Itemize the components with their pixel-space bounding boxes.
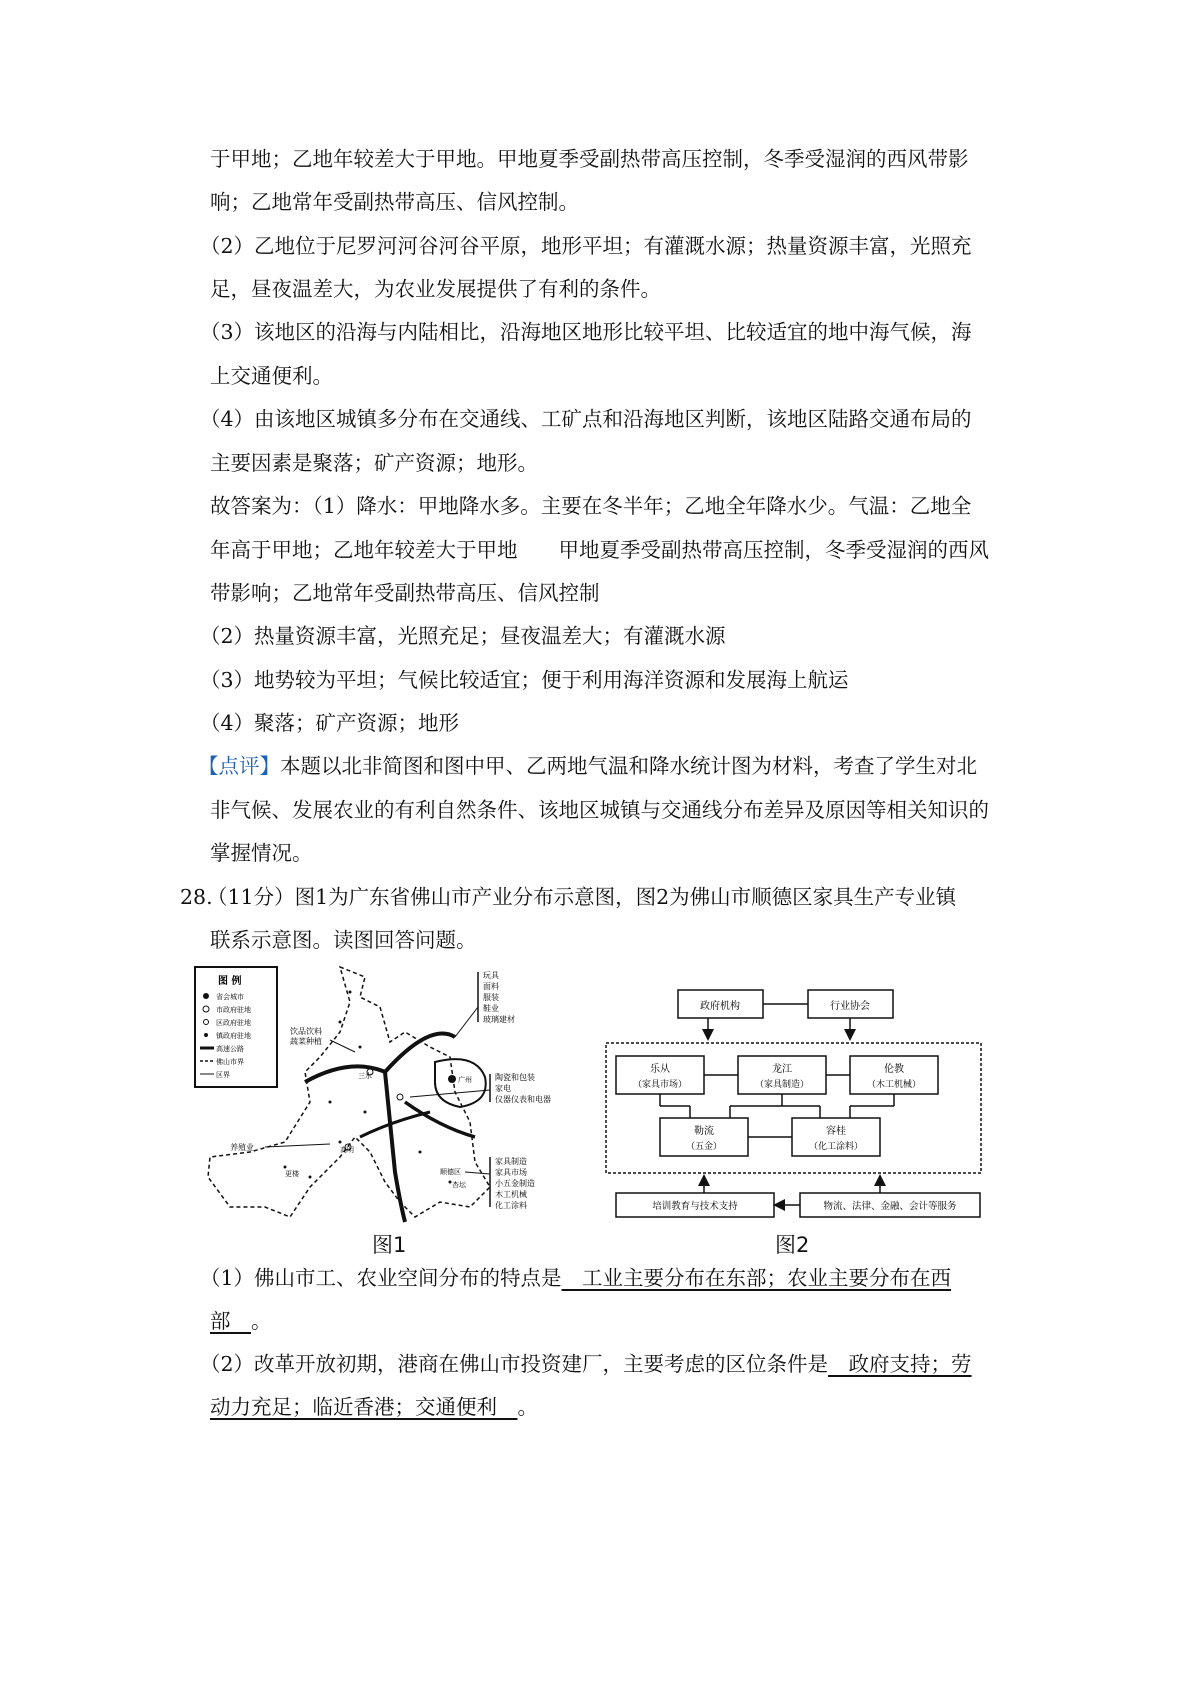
industry-item: 小五金制造 [495, 1179, 535, 1188]
map-label: 广州 [458, 1076, 472, 1084]
question-text: （1）佛山市工、农业空间分布的特点是 [200, 1266, 562, 1290]
text-line: 非气候、发展农业的有利自然条件、该地区城镇与交通线分布差异及原因等相关知识的 [210, 798, 989, 822]
text-line: 故答案为：（1）降水：甲地降水多。主要在冬半年；乙地全年降水少。气温：乙地全 [210, 494, 972, 518]
leader-line [465, 1172, 490, 1174]
answer-text: 部 [210, 1309, 251, 1333]
text-line: （3）该地区的沿海与内陆相比，沿海地区地形比较平坦、比较适宜的地中海气候，海 [200, 320, 972, 344]
industry-item: 服装 [483, 993, 499, 1002]
town-name: 勒流 [694, 1126, 714, 1137]
district-marker [397, 1094, 403, 1100]
map-label: 三水 [358, 1072, 372, 1080]
sub-question-1 [200, 1264, 951, 1292]
text-line: （4）由该地区城镇多分布在交通线、工矿点和沿海地区判断，该地区陆路交通布局的 [200, 407, 972, 431]
question-text: 。 [251, 1309, 272, 1333]
text-line: 年高于甲地；乙地年较差大于甲地 甲地夏季受副热带高压控制，冬季受湿润的西风 [210, 538, 989, 562]
sub-question-2-cont [210, 1393, 538, 1421]
town-dot [309, 1176, 312, 1179]
map-label: 更楼 [285, 1170, 299, 1178]
map-label: 高明 [340, 1146, 354, 1154]
industry-item: 家电 [495, 1084, 511, 1093]
text-line: （4）聚落；矿产资源；地形 [200, 711, 460, 735]
answer-text: 工业主要分布在东部；农业主要分布在西 [561, 1266, 952, 1290]
govt-label: 政府机构 [700, 1001, 740, 1012]
highway-line [360, 1112, 430, 1137]
industry-item: 陶瓷和包装 [495, 1073, 535, 1082]
town-govt-icon [204, 1033, 208, 1037]
text-line: 主要因素是聚落；矿产资源；地形。 [210, 451, 538, 475]
industry-item: 玩具 [483, 971, 499, 980]
review-text: 本题以北非简图和图中甲、乙两地气温和降水统计图为材料，考查了学生对北 [280, 754, 977, 778]
map-label: 蔬菜种植 [290, 1037, 322, 1046]
industry-item: 仪器仪表和电器 [495, 1095, 551, 1104]
answer-text: 动力充足；临近香港；交通便利 [210, 1395, 518, 1419]
text-line: 掌握情况。 [210, 841, 313, 865]
question-stem-line: 联系示意图。读图回答问题。 [210, 928, 477, 952]
town-dot [359, 1046, 362, 1049]
text-line: 带影响；乙地常年受副热带高压、信风控制 [210, 581, 600, 605]
sub-question-2 [200, 1350, 972, 1378]
question-stem-line: （11分）图1为广东省佛山市产业分布示意图，图2为佛山市顺德区家具生产专业镇 [207, 885, 957, 909]
town-name: 乐从 [650, 1064, 670, 1075]
legend-item: 镇政府驻地 [216, 1032, 251, 1040]
industry-item: 家具制造 [495, 1157, 527, 1166]
map-label: 养殖业 [230, 1143, 254, 1152]
map-label: 杏坛 [452, 1181, 466, 1189]
map-label: 顺德区 [440, 1168, 461, 1176]
leader-line [330, 1040, 355, 1052]
legend-item: 佛山市界 [216, 1058, 244, 1066]
town-role: （家具制造） [754, 1080, 810, 1090]
town-name: 伦教 [884, 1064, 904, 1075]
figure-1-map [190, 962, 590, 1224]
leader-line [410, 1090, 490, 1097]
association-label: 行业协会 [830, 1001, 870, 1012]
review-line [198, 752, 977, 780]
industry-item: 家具市场 [495, 1168, 527, 1177]
legend-item: 市政府驻地 [216, 1006, 251, 1014]
industry-item: 玻璃建材 [483, 1015, 515, 1024]
town-name: 龙江 [772, 1064, 792, 1075]
answer-text: 政府支持；劳 [828, 1352, 972, 1376]
text-line: 响；乙地常年受副热带高压、信风控制。 [210, 190, 579, 214]
figure-2-caption: 图2 [775, 1233, 810, 1257]
guangzhou-marker [448, 1075, 456, 1083]
text-line: 于甲地；乙地年较差大于甲地。甲地夏季受副热带高压控制，冬季受湿润的西风带影 [210, 147, 969, 171]
town-dot [284, 1166, 287, 1169]
figure-1-caption: 图1 [372, 1233, 407, 1257]
provincial-capital-icon [203, 993, 209, 999]
highway-line [405, 1102, 475, 1137]
industry-item: 鞋业 [483, 1004, 499, 1013]
town-dot [329, 1101, 332, 1104]
training-label: 培训教育与技术支持 [652, 1201, 738, 1212]
industry-item: 木工机械 [495, 1190, 527, 1199]
legend-item: 高速公路 [216, 1045, 244, 1053]
map-label: 饮品饮料 [290, 1027, 322, 1036]
services-label: 物流、法律、金融、会计等服务 [823, 1201, 957, 1212]
legend-item: 省会城市 [216, 993, 244, 1001]
industry-item: 面料 [483, 982, 499, 991]
sub-question-1-cont [210, 1307, 272, 1335]
text-line: 上交通便利。 [210, 364, 333, 388]
question-text: （2）改革开放初期，港商在佛山市投资建厂，主要考虑的区位条件是 [200, 1352, 829, 1376]
town-dot [364, 1111, 367, 1114]
town-dot [419, 1151, 422, 1154]
town-name: 容桂 [826, 1126, 846, 1137]
leader-line [455, 1007, 478, 1037]
legend-item: 区政府驻地 [216, 1019, 251, 1027]
town-role: （五金） [685, 1142, 723, 1152]
town-role: （家具市场） [632, 1080, 688, 1090]
text-line: 足，昼夜温差大，为农业发展提供了有利的条件。 [210, 277, 661, 301]
town-dot [339, 1141, 342, 1144]
legend-item: 区界 [216, 1071, 230, 1079]
text-line: （3）地势较为平坦；气候比较适宜；便于利用海洋资源和发展海上航运 [200, 668, 849, 692]
highway-line [305, 1034, 455, 1082]
text-line: （2）乙地位于尼罗河河谷河谷平原，地形平坦；有灌溉水源；热量资源丰富，光照充 [200, 234, 972, 258]
town-dot [349, 991, 352, 994]
review-tag: 【点评】 [198, 754, 280, 778]
figure-2-diagram [600, 978, 1000, 1218]
legend-title: 图 例 [218, 976, 242, 987]
town-dot [339, 1021, 342, 1024]
question-text: 。 [517, 1395, 538, 1419]
question-number: 28. [180, 885, 213, 909]
text-line: （2）热量资源丰富，光照充足；昼夜温差大；有灌溉水源 [200, 624, 726, 648]
industry-item: 化工涂料 [495, 1201, 527, 1210]
town-role: （化工涂料） [808, 1142, 864, 1152]
town-role: （木工机械） [866, 1080, 922, 1090]
